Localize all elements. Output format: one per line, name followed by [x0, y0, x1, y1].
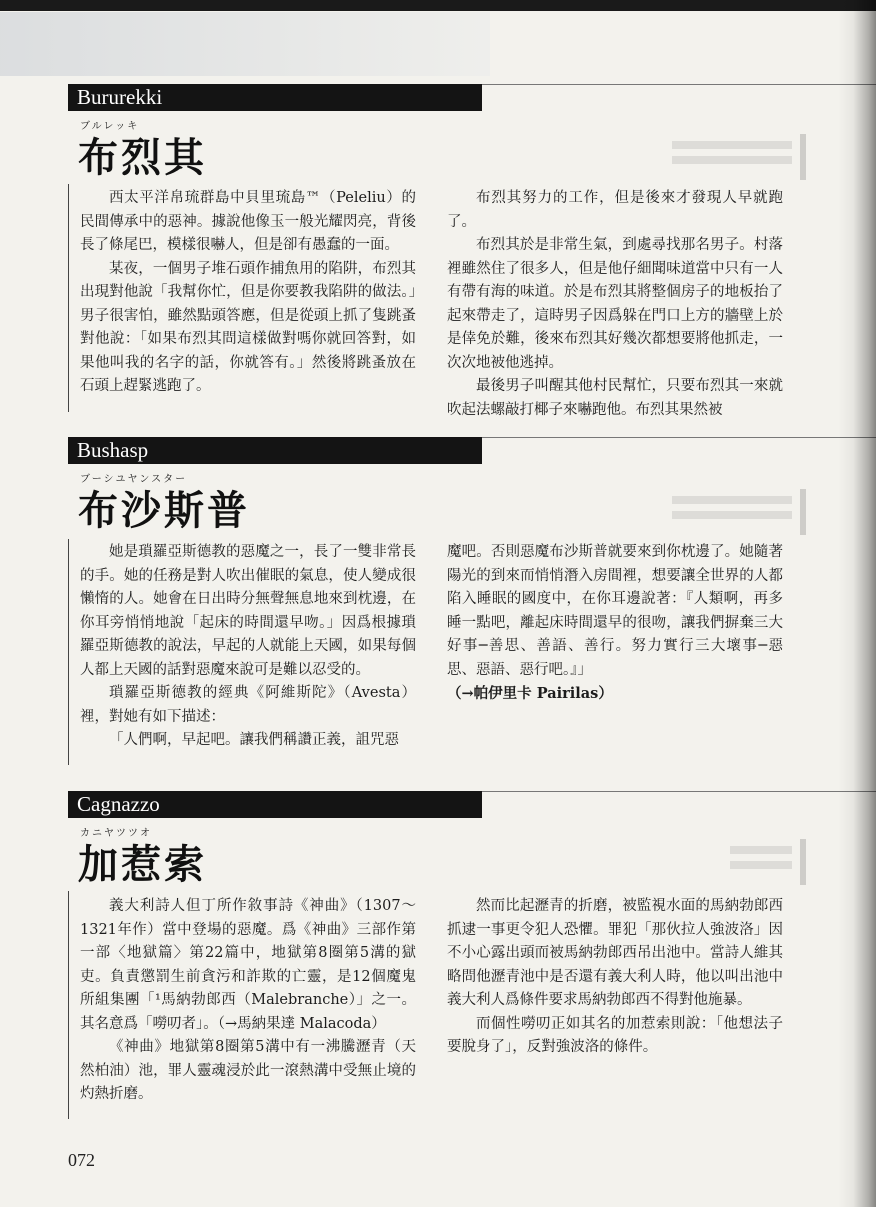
entry-romaji: Bushasp: [68, 437, 482, 464]
entry-left-column: [80, 541, 416, 753]
entry-romaji: Cagnazzo: [68, 791, 482, 818]
entry-title: 加惹索: [78, 842, 207, 888]
paragraph: 布烈其於是非常生氣，到處尋找那名男子。村落裡雖然住了很多人，但是他仔細聞味道當中只有一人有帶有海的味道。於是布烈其將整個房子的地板抬了起來帶走了，這時男子因爲躲在門口上方的牆壁上於是倖免於難，後來布烈其好幾次都想要將他抓走，一次次地被他逃掉。: [447, 237, 783, 371]
paragraph: 某夜，一個男子堆石頭作捕魚用的陷阱，布烈其出現對他說「我幫你忙，但是你要教我陷阱的做法。」男子很害怕，雖然點頭答應，但是從頭上抓了隻跳蚤對他說：「如果布烈其問這樣做對嗎你就回答對，如果他叫我的名字的話，你就答有。」然後將跳蚤放在石頭上趕緊逃跑了。: [80, 260, 416, 394]
section-rule: [482, 437, 876, 438]
column-rule: [68, 891, 69, 1119]
entry-title: 布烈其: [78, 135, 207, 181]
cross-reference: （→帕伊里卡 Pairilas）: [447, 685, 613, 702]
paragraph: 義大利詩人但丁所作敘事詩《神曲》（1307～1321年作）當中登場的惡魔。爲《神曲》三部作第一部〈地獄篇〉第22篇中，地獄第8圈第5溝的獄吏。負責懲罰生前貪污和詐欺的亡靈，是12個魔鬼所組集團「¹馬納勃郎西（Malebranche）」之一。其名意爲「嘮叨者」。（→馬納果達 Malacoda）: [80, 898, 416, 1032]
section-rule: [482, 84, 876, 85]
paragraph: 《神曲》地獄第8圈第5溝中有一沸騰瀝青（天然柏油）池，罪人靈魂浸於此一滾熱溝中受無止境的灼熱折磨。: [80, 1039, 416, 1102]
paragraph: 而個性嘮叨正如其名的加惹索則說：「他想法子要脫身了」，反對強波洛的條件。: [447, 1015, 783, 1055]
entry-left-column: [80, 895, 416, 1107]
section-rule: [482, 791, 876, 792]
entry-right-column: [447, 187, 783, 422]
paragraph: 布烈其努力的工作，但是後來才發現人早就跑了。: [447, 190, 783, 230]
paragraph: 最後男子叫醒其他村民幫忙，只要布烈其一來就吹起法螺敲打椰子來嚇跑他。布烈其果然被: [447, 378, 783, 418]
paragraph: 然而比起瀝青的折磨，被監視水面的馬納勃郎西抓逮一事更令犯人恐懼。罪犯「那伙拉人強波洛」因不小心露出頭而被馬納勃郎西吊出池中。當詩人維其略問他瀝青池中是否還有義大利人時，他以叫出池中義大利人爲條件要求馬納勃郎西不得對他施暴。: [447, 898, 783, 1008]
ghost-sidebar-box: [720, 839, 806, 885]
entry-right-column: [447, 895, 783, 1060]
column-rule: [68, 539, 69, 765]
paragraph: 魔吧。否則惡魔布沙斯普就要來到你枕邊了。她隨著陽光的到來而悄悄潛入房間裡，想要讓全世界的人都陷入睡眠的國度中，在你耳邊說著：『人類啊，再多睡一點吧，離起床時間還早的很吻，讓我們摒棄三大好事─善思、善語、善行。努力實行三大壞事─惡思、惡語、惡行吧。』」: [447, 544, 783, 678]
entry-romaji: Bururekki: [68, 84, 482, 111]
scan-top-edge: [0, 0, 876, 11]
book-gutter-shadow: [838, 0, 876, 1207]
scan-smudge: [0, 12, 490, 76]
page-number: 072: [68, 1150, 95, 1170]
entry-left-column: [80, 187, 416, 399]
entry-katakana: カニヤツツオ: [80, 828, 152, 839]
paragraph: 她是瑣羅亞斯德教的惡魔之一，長了一雙非常長的手。她的任務是對人吹出催眠的氣息，使人變成很懶惰的人。她會在日出時分無聲無息地來到枕邊，在你耳旁悄悄地說「起床的時間還早吻。」因爲根據瑣羅亞斯德教的說法，早起的人就能上天國，如果每個人都上天國的話對惡魔來說可是難以忍受的。: [80, 544, 416, 678]
entry-title: 布沙斯普: [78, 488, 250, 534]
ghost-sidebar-box: [662, 489, 806, 535]
entry-katakana: ブーシユヤンスター: [80, 474, 188, 485]
paragraph: 西太平洋帛琉群島中貝里琉島™（Peleliu）的民間傳承中的惡神。據說他像玉一般光耀閃亮，背後長了條尾巴，模樣很嚇人，但是卻有愚蠢的一面。: [80, 190, 416, 253]
entry-right-column: [447, 541, 783, 706]
paragraph: 瑣羅亞斯德教的經典《阿維斯陀》（Avesta）裡，對她有如下描述：: [80, 685, 416, 725]
ghost-sidebar-box: [662, 134, 806, 180]
entry-katakana: ブルレッキ: [80, 121, 140, 132]
column-rule: [68, 184, 69, 412]
paragraph: 「人們啊，早起吧。讓我們稱讚正義，詛咒惡: [109, 732, 399, 748]
